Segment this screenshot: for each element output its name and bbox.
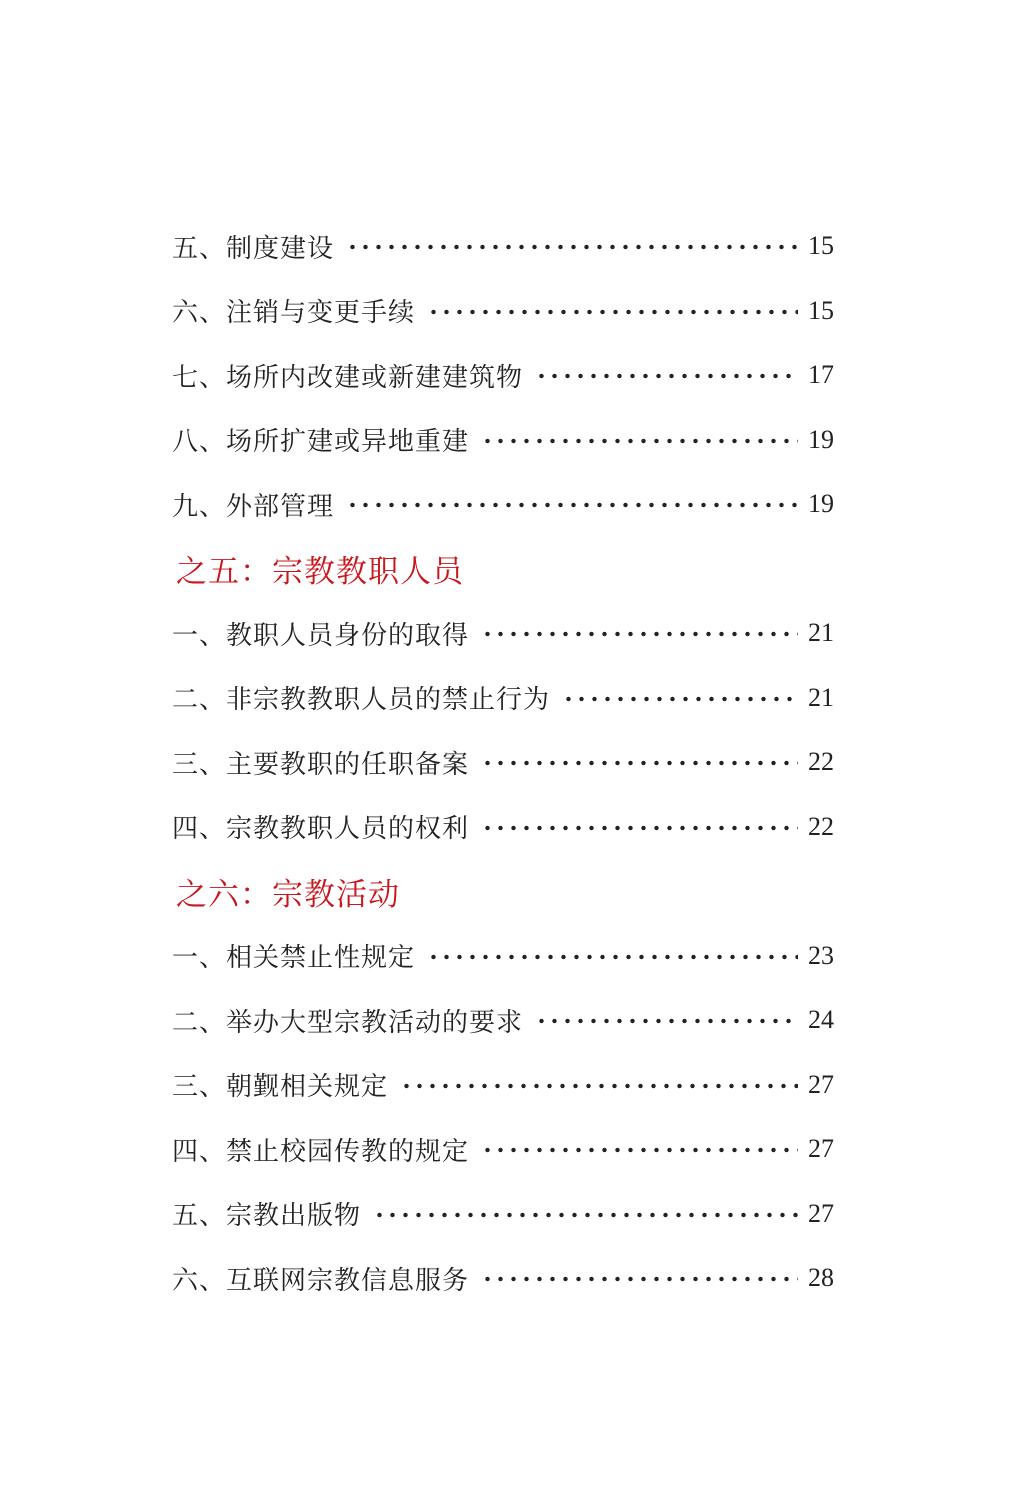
toc-entry[interactable]	[172, 408, 834, 473]
dot-leader	[346, 244, 798, 250]
toc-entry-page: 21	[808, 682, 834, 712]
section-heading[interactable]: 之五：宗教教职人员	[176, 554, 464, 591]
toc-entry-label: 四、禁止校园传教的规定	[172, 1136, 470, 1167]
toc-entry[interactable]	[172, 214, 834, 279]
toc-entry-label: 五、制度建设	[172, 233, 335, 264]
toc-entry-page: 17	[808, 360, 834, 390]
toc-entry-label: 三、主要教职的任职备案	[172, 749, 470, 780]
toc-entry-label: 八、场所扩建或异地重建	[172, 427, 470, 458]
toc-entry-page: 27	[808, 1134, 834, 1164]
toc-entry-label: 六、注销与变更手续	[172, 298, 416, 329]
toc-entry[interactable]	[172, 472, 834, 537]
toc-entry-page: 23	[808, 940, 834, 970]
toc-entry[interactable]	[172, 924, 834, 989]
toc-entry[interactable]	[172, 601, 834, 666]
toc-entry[interactable]	[172, 795, 834, 860]
toc-entry-page: 19	[808, 489, 834, 519]
toc-entry-page: 27	[808, 1069, 834, 1099]
section-heading[interactable]: 之六：宗教活动	[176, 876, 400, 913]
dot-leader	[481, 631, 798, 637]
toc-entry-label: 五、宗教出版物	[172, 1201, 362, 1232]
toc-entry[interactable]	[172, 343, 834, 408]
toc-entry-label: 一、相关禁止性规定	[172, 943, 416, 974]
toc-entry-page: 24	[808, 1005, 834, 1035]
toc-entry[interactable]	[172, 279, 834, 344]
toc-entry-page: 27	[808, 1198, 834, 1228]
toc-entry[interactable]	[172, 666, 834, 731]
toc-entry[interactable]	[172, 1182, 834, 1247]
toc-entry-page: 19	[808, 424, 834, 454]
table-of-contents	[172, 214, 834, 1311]
toc-entry[interactable]	[172, 1246, 834, 1311]
toc-entry-page: 15	[808, 295, 834, 325]
dot-leader	[562, 696, 798, 702]
dot-leader	[373, 1212, 798, 1218]
toc-entry-label: 七、场所内改建或新建建筑物	[172, 362, 524, 393]
toc-entry-page: 22	[808, 811, 834, 841]
dot-leader	[481, 1147, 798, 1153]
toc-entry-label: 三、朝觐相关规定	[172, 1072, 389, 1103]
toc-entry[interactable]	[172, 1117, 834, 1182]
toc-entry-label: 四、宗教教职人员的权利	[172, 814, 470, 845]
dot-leader	[481, 438, 798, 444]
toc-entry-page: 22	[808, 747, 834, 777]
dot-leader	[535, 1018, 798, 1024]
dot-leader	[400, 1083, 798, 1089]
dot-leader	[481, 825, 798, 831]
toc-entry-page: 15	[808, 231, 834, 261]
toc-entry-label: 六、互联网宗教信息服务	[172, 1265, 470, 1296]
dot-leader	[481, 1276, 798, 1282]
dot-leader	[481, 760, 798, 766]
toc-entry-label: 二、举办大型宗教活动的要求	[172, 1007, 524, 1038]
dot-leader	[535, 373, 798, 379]
dot-leader	[346, 502, 798, 508]
toc-entry-label: 九、外部管理	[172, 491, 335, 522]
toc-entry-page: 21	[808, 618, 834, 648]
toc-entry[interactable]	[172, 730, 834, 795]
dot-leader	[427, 954, 798, 960]
toc-entry-label: 一、教职人员身份的取得	[172, 620, 470, 651]
toc-entry[interactable]	[172, 988, 834, 1053]
dot-leader	[427, 309, 798, 315]
toc-entry[interactable]	[172, 1053, 834, 1118]
toc-entry-label: 二、非宗教教职人员的禁止行为	[172, 685, 551, 716]
toc-entry-page: 28	[808, 1263, 834, 1293]
